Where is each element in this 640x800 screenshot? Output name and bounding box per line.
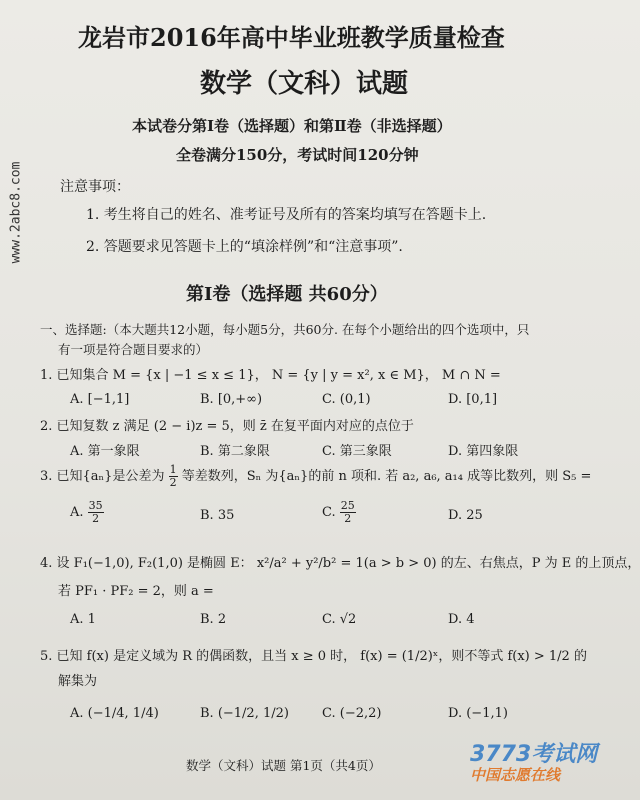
exam-subtitle: 数学（文科）试题	[200, 69, 409, 99]
section-intro-line2: 有一项是符合题目要求的）	[58, 342, 209, 357]
question-4-option-b: B. 2	[200, 612, 227, 627]
question-3-fraction-num: 1	[169, 463, 177, 476]
watermark-subtitle: 中国志愿在线	[470, 766, 561, 784]
question-2-option-c: C. 第三象限	[322, 444, 392, 459]
question-3-option-c-den: 2	[344, 512, 352, 525]
question-3-option-a-num: 35	[88, 499, 103, 512]
question-2-stem: 2. 已知复数 z 满足 (2 − i)z = 5，则 z̄ 在复平面内对应的点位于	[40, 419, 414, 434]
exam-title: 龙岩市2016年高中毕业班教学质量检查	[78, 23, 505, 52]
question-4-option-c: C. √2	[322, 612, 357, 627]
question-3-stem-part-b: 等差数列，Sₙ 为{aₙ}的前 n 项和. 若 a₂, a₆, a₁₄ 成等比数列，则 S₅ =	[181, 469, 592, 484]
page-footer: 数学（文科）试题 第1页（共4页）	[186, 758, 381, 773]
exam-info-line1: 本试卷分第Ⅰ卷（选择题）和第Ⅱ卷（非选择题）	[132, 117, 452, 135]
watermark-logo: 3773考试网	[470, 742, 598, 767]
question-5-option-d: D. (−1,1)	[448, 706, 508, 721]
question-5-stem-line1: 5. 已知 f(x) 是定义域为 R 的偶函数，且当 x ≥ 0 时， f(x) = (1/2)ˣ，则不等式 f(x) > 1/2 的	[40, 649, 587, 664]
question-3-option-a	[70, 500, 104, 525]
notes-heading: 注意事项：	[60, 179, 130, 195]
question-2-option-d: D. 第四象限	[448, 444, 519, 459]
question-3-option-a-den: 2	[92, 512, 100, 525]
question-3-stem-part-a: 3. 已知{aₙ}是公差为	[40, 469, 165, 484]
question-4-stem-part-b: x²/a² + y²/b² = 1(a > b > 0) 的左、右焦点，P 为 E 的上顶点，	[256, 556, 640, 571]
question-4-stem-part-a: 4. 设 F₁(−1,0), F₂(1,0) 是椭圆 E：	[40, 556, 253, 571]
side-website-url: www.2abc8.com	[8, 161, 24, 264]
question-2-option-b: B. 第二象限	[200, 444, 270, 459]
question-3-option-b: B. 35	[200, 508, 235, 523]
question-3-option-c-label: C.	[322, 505, 336, 520]
question-4-option-a: A. 1	[70, 612, 96, 627]
exam-info-line2: 全卷满分150分，考试时间120分钟	[176, 146, 419, 164]
question-1-stem: 1. 已知集合 M = {x | −1 ≤ x ≤ 1}， N = {y | y = x², x ∈ M}， M ∩ N =	[40, 368, 501, 383]
question-3-option-a-label: A.	[70, 505, 84, 520]
notes-item-2: 2. 答题要求见答题卡上的“填涂样例”和“注意事项”.	[86, 239, 403, 255]
question-4-option-d: D. 4	[448, 612, 475, 627]
section-intro-line1: 一、选择题:（本大题共12小题，每小题5分，共60分. 在每个小题给出的四个选项中，只	[40, 322, 530, 337]
section-title: 第Ⅰ卷（选择题 共60分）	[186, 284, 388, 305]
question-1-option-d: D. [0,1]	[448, 392, 498, 407]
question-5-stem-line2: 解集为	[58, 674, 98, 689]
question-4-stem-line1	[40, 552, 640, 571]
question-1-option-a: A. [−1,1]	[70, 392, 130, 407]
question-3-option-c	[322, 500, 356, 525]
question-5-option-c: C. (−2,2)	[322, 706, 382, 721]
question-1-option-c: C. (0,1)	[322, 392, 371, 407]
question-1-option-b: B. [0,+∞)	[200, 392, 263, 407]
question-3-option-c-fraction	[340, 500, 356, 525]
question-3-option-c-num: 25	[340, 499, 355, 512]
question-5-option-b: B. (−1/2, 1/2)	[200, 706, 289, 721]
question-3-option-d: D. 25	[448, 508, 483, 523]
question-5-option-a: A. (−1/4, 1/4)	[70, 706, 159, 721]
question-4-stem-line2: 若 PF₁ · PF₂ = 2，则 a =	[58, 584, 214, 599]
question-3-stem	[40, 464, 591, 489]
question-2-option-a: A. 第一象限	[70, 444, 140, 459]
question-3-option-a-fraction	[88, 500, 104, 525]
notes-item-1: 1. 考生将自己的姓名、准考证号及所有的答案均填写在答题卡上.	[86, 207, 487, 223]
question-3-fraction-den: 2	[169, 476, 177, 489]
question-3-fraction	[169, 464, 178, 489]
